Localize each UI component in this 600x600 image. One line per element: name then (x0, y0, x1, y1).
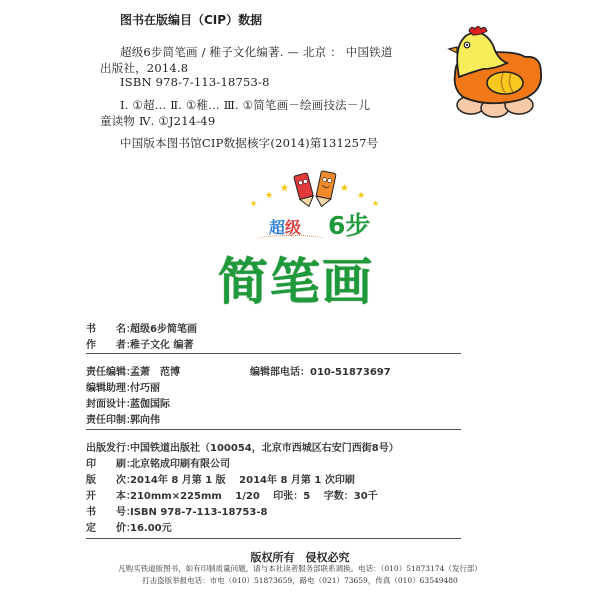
printer-row: 印 刷：北京铭成印刷有限公司 (86, 459, 230, 470)
editor-row: 责任编辑：孟萧 范博 (86, 367, 180, 378)
star-icon: ★ (250, 199, 258, 208)
book-author-row: 作 者：稚子文化 编著 (86, 340, 194, 351)
logo-six-steps: 6步 (328, 211, 371, 240)
copyright-notice-2: 打击盗版举报电话：市电（010）51873659，路电（021）73659，传真（010）63549480 (142, 576, 458, 585)
star-icon: ★ (265, 191, 274, 201)
divider (86, 353, 461, 354)
star-icon: ★ (340, 183, 349, 194)
cip-classification-2: 童读物 Ⅳ. ①J214-49 (100, 114, 216, 128)
logo-main-title: 简笔画 (218, 253, 374, 311)
cip-record-number: 中国版本图书馆CIP数据核字(2014)第131257号 (120, 136, 379, 150)
print-manager-row: 责任印制：郭向伟 (86, 415, 160, 426)
cover-design-row: 封面设计：蓝伽国际 (86, 399, 170, 410)
divider (86, 538, 461, 539)
assistant-editor-row: 编辑助理：付巧丽 (86, 383, 160, 394)
copyright-notice-1: 凡购买铁道版图书，如有印制质量问题，请与本社读者服务部联系调换。电话：（010）51873174（发行部） (118, 564, 482, 573)
cip-line-2: 出版社，2014.8 (100, 61, 189, 75)
book-title-row: 书 名：超级6步简笔画 (86, 324, 197, 335)
pencil-characters-icon (292, 170, 340, 210)
isbn-row: 书 号：ISBN 978-7-113-18753-8 (86, 507, 268, 518)
cip-line-1: 超级6步简笔画 / 稚子文化编著. — 北京 ： 中国铁道 (120, 45, 393, 59)
cip-heading: 图书在版编目（CIP）数据 (120, 13, 263, 27)
star-icon: ★ (372, 199, 380, 208)
price-row: 定 价：16.00元 (86, 523, 172, 534)
star-icon: ★ (357, 191, 366, 201)
book-logo (218, 170, 400, 311)
format-row: 开 本：210mm×225mm 1/20 印张：5 字数：30千 (86, 491, 378, 502)
divider (86, 429, 461, 430)
editorial-phone-row: 编辑部电话：010-51873697 (250, 367, 391, 378)
logo-super-text: 超级 (269, 218, 302, 237)
star-icon: ★ (280, 183, 289, 194)
cip-classification-1: Ⅰ. ①超… Ⅱ. ①稚… Ⅲ. ①简笔画－绘画技法－儿 (120, 98, 371, 112)
edition-row: 版 次：2014年 8 月第 1 版 2014年 8 月第 1 次印刷 (86, 475, 355, 486)
publisher-row: 出版发行：中国铁道出版社（100054，北京市西城区右安门西街8号） (86, 443, 399, 454)
copyright-title: 版权所有 侵权必究 (250, 551, 350, 564)
chicken-illustration (445, 25, 545, 120)
cip-isbn: ISBN 978-7-113-18753-8 (120, 75, 270, 89)
